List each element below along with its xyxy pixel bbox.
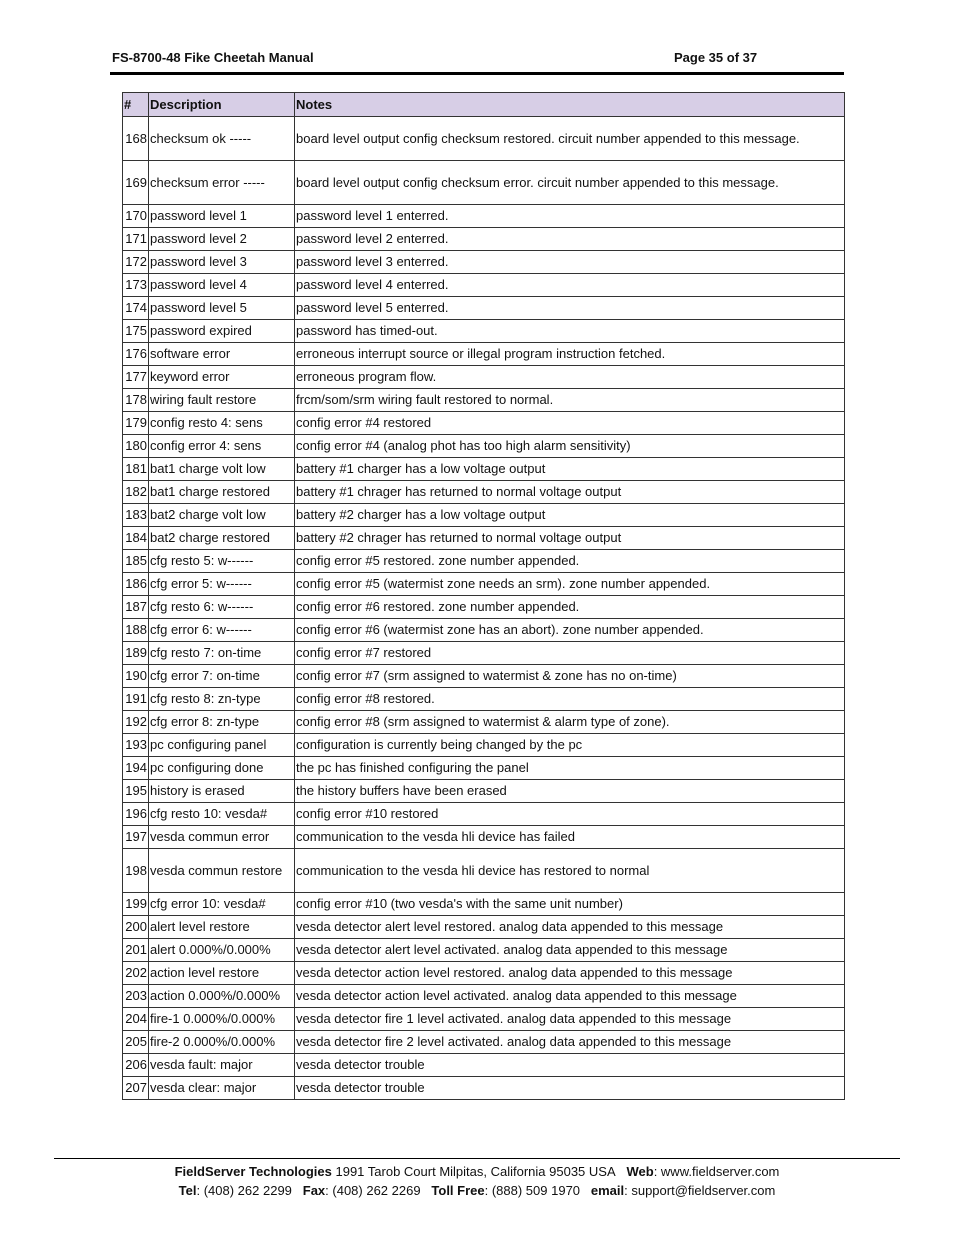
cell-description: cfg error 6: w------ bbox=[149, 619, 295, 642]
cell-description: cfg error 7: on-time bbox=[149, 665, 295, 688]
table-row bbox=[123, 985, 845, 1008]
table-row bbox=[123, 665, 845, 688]
cell-description: cfg resto 6: w------ bbox=[149, 596, 295, 619]
cell-notes: erroneous interrupt source or illegal program instruction fetched. bbox=[295, 343, 845, 366]
cell-notes: vesda detector trouble bbox=[295, 1077, 845, 1100]
cell-notes: password level 3 enterred. bbox=[295, 251, 845, 274]
table-row bbox=[123, 1054, 845, 1077]
cell-notes: board level output config checksum restored. circuit number appended to this message. bbox=[295, 117, 845, 161]
cell-description: action level restore bbox=[149, 962, 295, 985]
footer-email-label: email bbox=[590, 1183, 625, 1198]
cell-number: 202 bbox=[123, 962, 149, 985]
table-row bbox=[123, 711, 845, 734]
page-number: Page 35 of 37 bbox=[674, 50, 758, 65]
cell-description: cfg error 10: vesda# bbox=[149, 893, 295, 916]
cell-number: 194 bbox=[123, 757, 149, 780]
table-row bbox=[123, 826, 845, 849]
cell-number: 203 bbox=[123, 985, 149, 1008]
cell-notes: config error #7 (srm assigned to watermist & zone has no on-time) bbox=[295, 665, 845, 688]
cell-number: 181 bbox=[123, 458, 149, 481]
cell-notes: password level 4 enterred. bbox=[295, 274, 845, 297]
cell-description: alert 0.000%/0.000% bbox=[149, 939, 295, 962]
cell-notes: the history buffers have been erased bbox=[295, 780, 845, 803]
cell-description: cfg resto 5: w------ bbox=[149, 550, 295, 573]
cell-notes: config error #10 (two vesda's with the same unit number) bbox=[295, 893, 845, 916]
cell-number: 198 bbox=[123, 849, 149, 893]
footer-company: FieldServer Technologies bbox=[174, 1164, 332, 1179]
table-row bbox=[123, 1077, 845, 1100]
table-row bbox=[123, 642, 845, 665]
cell-number: 199 bbox=[123, 893, 149, 916]
cell-description: checksum error ----- bbox=[149, 161, 295, 205]
cell-notes: battery #1 chrager has returned to normal voltage output bbox=[295, 481, 845, 504]
cell-notes: config error #6 (watermist zone has an abort). zone number appended. bbox=[295, 619, 845, 642]
table-header-row bbox=[123, 93, 845, 117]
cell-notes: erroneous program flow. bbox=[295, 366, 845, 389]
cell-number: 170 bbox=[123, 205, 149, 228]
footer-email: : support@fieldserver.com bbox=[624, 1183, 776, 1198]
cell-number: 179 bbox=[123, 412, 149, 435]
cell-notes: board level output config checksum error. circuit number appended to this message. bbox=[295, 161, 845, 205]
cell-description: password level 3 bbox=[149, 251, 295, 274]
cell-number: 191 bbox=[123, 688, 149, 711]
cell-description: alert level restore bbox=[149, 916, 295, 939]
cell-notes: vesda detector fire 2 level activated. analog data appended to this message bbox=[295, 1031, 845, 1054]
cell-number: 190 bbox=[123, 665, 149, 688]
cell-description: pc configuring done bbox=[149, 757, 295, 780]
table-row bbox=[123, 1008, 845, 1031]
table-row bbox=[123, 619, 845, 642]
column-header-description: Description bbox=[149, 93, 295, 117]
cell-number: 189 bbox=[123, 642, 149, 665]
cell-description: cfg resto 8: zn-type bbox=[149, 688, 295, 711]
cell-description: password level 4 bbox=[149, 274, 295, 297]
cell-number: 182 bbox=[123, 481, 149, 504]
table-row bbox=[123, 734, 845, 757]
cell-number: 173 bbox=[123, 274, 149, 297]
cell-number: 205 bbox=[123, 1031, 149, 1054]
cell-notes: battery #2 chrager has returned to normal voltage output bbox=[295, 527, 845, 550]
cell-number: 187 bbox=[123, 596, 149, 619]
cell-description: pc configuring panel bbox=[149, 734, 295, 757]
table-row bbox=[123, 962, 845, 985]
header-divider bbox=[110, 72, 844, 75]
cell-notes: vesda detector action level restored. analog data appended to this message bbox=[295, 962, 845, 985]
cell-description: password level 2 bbox=[149, 228, 295, 251]
table-row bbox=[123, 117, 845, 161]
cell-number: 201 bbox=[123, 939, 149, 962]
cell-notes: communication to the vesda hli device has failed bbox=[295, 826, 845, 849]
footer-line-1 bbox=[54, 1162, 900, 1181]
table-row bbox=[123, 596, 845, 619]
cell-number: 200 bbox=[123, 916, 149, 939]
column-header-notes: Notes bbox=[295, 93, 845, 117]
footer-fax-label: Fax bbox=[302, 1183, 326, 1198]
cell-number: 206 bbox=[123, 1054, 149, 1077]
event-table bbox=[122, 92, 845, 1100]
table-row bbox=[123, 274, 845, 297]
cell-number: 178 bbox=[123, 389, 149, 412]
cell-notes: vesda detector fire 1 level activated. analog data appended to this message bbox=[295, 1008, 845, 1031]
table-row bbox=[123, 161, 845, 205]
table-row bbox=[123, 688, 845, 711]
cell-number: 188 bbox=[123, 619, 149, 642]
cell-description: vesda fault: major bbox=[149, 1054, 295, 1077]
table-row bbox=[123, 573, 845, 596]
cell-number: 183 bbox=[123, 504, 149, 527]
cell-number: 172 bbox=[123, 251, 149, 274]
manual-title: FS-8700-48 Fike Cheetah Manual bbox=[112, 50, 314, 65]
table-row bbox=[123, 550, 845, 573]
cell-description: vesda commun restore bbox=[149, 849, 295, 893]
footer-tollfree: : (888) 509 1970 bbox=[484, 1183, 581, 1198]
cell-notes: password level 5 enterred. bbox=[295, 297, 845, 320]
table-row bbox=[123, 780, 845, 803]
cell-description: vesda clear: major bbox=[149, 1077, 295, 1100]
cell-description: action 0.000%/0.000% bbox=[149, 985, 295, 1008]
footer-address: 1991 Tarob Court Milpitas, California 95035 USA bbox=[331, 1164, 616, 1179]
cell-description: keyword error bbox=[149, 366, 295, 389]
cell-description: fire-1 0.000%/0.000% bbox=[149, 1008, 295, 1031]
table-row bbox=[123, 893, 845, 916]
footer-divider bbox=[54, 1158, 900, 1159]
cell-notes: battery #2 charger has a low voltage output bbox=[295, 504, 845, 527]
cell-number: 185 bbox=[123, 550, 149, 573]
footer-web: : www.fieldserver.com bbox=[653, 1164, 780, 1179]
cell-number: 204 bbox=[123, 1008, 149, 1031]
cell-description: cfg resto 7: on-time bbox=[149, 642, 295, 665]
cell-notes: config error #4 restored bbox=[295, 412, 845, 435]
table-row bbox=[123, 389, 845, 412]
table-row bbox=[123, 939, 845, 962]
table-row bbox=[123, 849, 845, 893]
table-row bbox=[123, 297, 845, 320]
cell-notes: communication to the vesda hli device has restored to normal bbox=[295, 849, 845, 893]
cell-description: password level 1 bbox=[149, 205, 295, 228]
table-row bbox=[123, 458, 845, 481]
cell-notes: the pc has finished configuring the panel bbox=[295, 757, 845, 780]
cell-description: cfg error 8: zn-type bbox=[149, 711, 295, 734]
cell-description: wiring fault restore bbox=[149, 389, 295, 412]
table-row bbox=[123, 481, 845, 504]
cell-notes: password level 2 enterred. bbox=[295, 228, 845, 251]
footer-tollfree-label: Toll Free bbox=[431, 1183, 485, 1198]
cell-notes: password level 1 enterred. bbox=[295, 205, 845, 228]
cell-notes: config error #4 (analog phot has too high alarm sensitivity) bbox=[295, 435, 845, 458]
table-row bbox=[123, 757, 845, 780]
cell-description: config error 4: sens bbox=[149, 435, 295, 458]
cell-description: config resto 4: sens bbox=[149, 412, 295, 435]
table-row bbox=[123, 435, 845, 458]
cell-description: checksum ok ----- bbox=[149, 117, 295, 161]
cell-notes: config error #6 restored. zone number appended. bbox=[295, 596, 845, 619]
cell-notes: vesda detector trouble bbox=[295, 1054, 845, 1077]
cell-description: bat1 charge restored bbox=[149, 481, 295, 504]
cell-number: 197 bbox=[123, 826, 149, 849]
table-row bbox=[123, 320, 845, 343]
cell-description: cfg resto 10: vesda# bbox=[149, 803, 295, 826]
page-header bbox=[112, 50, 844, 72]
table-row bbox=[123, 343, 845, 366]
cell-number: 176 bbox=[123, 343, 149, 366]
cell-number: 193 bbox=[123, 734, 149, 757]
cell-number: 174 bbox=[123, 297, 149, 320]
cell-number: 177 bbox=[123, 366, 149, 389]
footer-tel: : (408) 262 2299 bbox=[196, 1183, 292, 1198]
cell-notes: configuration is currently being changed by the pc bbox=[295, 734, 845, 757]
cell-notes: battery #1 charger has a low voltage output bbox=[295, 458, 845, 481]
table-row bbox=[123, 803, 845, 826]
cell-number: 180 bbox=[123, 435, 149, 458]
cell-notes: config error #5 (watermist zone needs an srm). zone number appended. bbox=[295, 573, 845, 596]
cell-number: 169 bbox=[123, 161, 149, 205]
cell-description: password level 5 bbox=[149, 297, 295, 320]
table-row bbox=[123, 251, 845, 274]
footer-line-2 bbox=[54, 1181, 900, 1200]
cell-number: 186 bbox=[123, 573, 149, 596]
cell-notes: vesda detector alert level restored. analog data appended to this message bbox=[295, 916, 845, 939]
cell-number: 207 bbox=[123, 1077, 149, 1100]
table-row bbox=[123, 366, 845, 389]
cell-notes: config error #8 (srm assigned to watermist & alarm type of zone). bbox=[295, 711, 845, 734]
table-row bbox=[123, 527, 845, 550]
cell-description: bat2 charge volt low bbox=[149, 504, 295, 527]
cell-description: bat1 charge volt low bbox=[149, 458, 295, 481]
cell-notes: config error #5 restored. zone number appended. bbox=[295, 550, 845, 573]
cell-description: history is erased bbox=[149, 780, 295, 803]
cell-notes: vesda detector alert level activated. analog data appended to this message bbox=[295, 939, 845, 962]
table-row bbox=[123, 1031, 845, 1054]
table-row bbox=[123, 504, 845, 527]
cell-notes: frcm/som/srm wiring fault restored to normal. bbox=[295, 389, 845, 412]
cell-notes: config error #7 restored bbox=[295, 642, 845, 665]
footer-fax: : (408) 262 2269 bbox=[325, 1183, 421, 1198]
cell-description: password expired bbox=[149, 320, 295, 343]
table-row bbox=[123, 205, 845, 228]
table-row bbox=[123, 916, 845, 939]
cell-number: 171 bbox=[123, 228, 149, 251]
cell-number: 196 bbox=[123, 803, 149, 826]
cell-number: 168 bbox=[123, 117, 149, 161]
cell-number: 192 bbox=[123, 711, 149, 734]
cell-notes: config error #10 restored bbox=[295, 803, 845, 826]
cell-number: 184 bbox=[123, 527, 149, 550]
cell-description: fire-2 0.000%/0.000% bbox=[149, 1031, 295, 1054]
cell-description: bat2 charge restored bbox=[149, 527, 295, 550]
column-header-number: # bbox=[123, 93, 149, 117]
cell-notes: password has timed-out. bbox=[295, 320, 845, 343]
cell-description: cfg error 5: w------ bbox=[149, 573, 295, 596]
cell-description: software error bbox=[149, 343, 295, 366]
table-row bbox=[123, 228, 845, 251]
footer-web-label: Web bbox=[626, 1164, 654, 1179]
cell-notes: config error #8 restored. bbox=[295, 688, 845, 711]
footer-tel-label: Tel bbox=[178, 1183, 197, 1198]
cell-number: 175 bbox=[123, 320, 149, 343]
cell-number: 195 bbox=[123, 780, 149, 803]
cell-description: vesda commun error bbox=[149, 826, 295, 849]
page-footer bbox=[54, 1162, 900, 1200]
table-row bbox=[123, 412, 845, 435]
table-body bbox=[123, 117, 845, 1100]
cell-notes: vesda detector action level activated. analog data appended to this message bbox=[295, 985, 845, 1008]
